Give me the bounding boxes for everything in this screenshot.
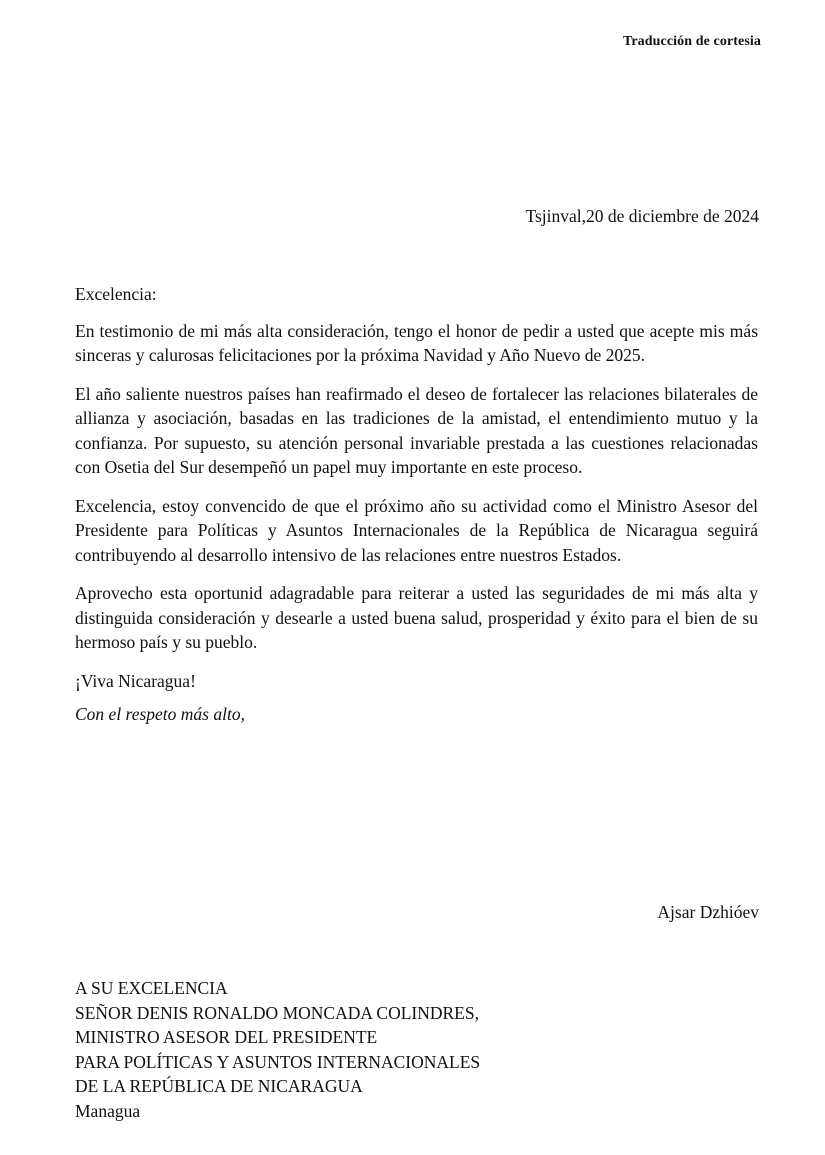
paragraph-wishes: Aprovecho esta oportunid adagradable para reiterar a usted las seguridades de mi más alta y distinguida consideración y desearle a usted buena salud, prosperidad y éxito para el bien de su hermoso país y su pueblo. (75, 583, 758, 652)
paragraph-greetings: En testimonio de mi más alta consideración, tengo el honor de pedir a usted que acepte mis más sinceras y calurosas felicitaciones por la próxima Navidad y Año Nuevo de 2025. (75, 320, 758, 365)
recipient-city: Managua (75, 1100, 141, 1121)
recipient-line: SEÑOR DENIS RONALDO MONCADA COLINDRES, (75, 1002, 479, 1023)
paragraph-next-year: Excelencia, estoy convencido de que el próximo año su actividad como el Ministro Asesor del Presidente para Políticas y Asuntos Internacionales de la República de Nicaragua seguirá contribuyendo al desarrollo intensivo de las relaciones entre nuestros Estados. (75, 495, 758, 565)
paragraph-relations: El año saliente nuestros países han reafirmado el deseo de fortalecer las relaciones bilaterales de allianza y asociación, basadas en las tradiciones de la amistad, el entendimiento mutuo y la confianza. Por supuesto, su atención personal invariable prestada a las cuestiones relacionadas con Osetia del Sur desempeñó un papel muy importante en este proceso. (75, 383, 758, 477)
recipient-line: A SU EXCELENCIA (75, 978, 228, 998)
recipient-line: DE LA REPÚBLICA DE NICARAGUA (75, 1076, 363, 1096)
salutation: Excelencia: (75, 284, 157, 304)
courtesy-translation-note: Traducción de cortesia (622, 34, 761, 49)
viva-nicaragua: ¡Viva Nicaragua! (75, 670, 196, 691)
recipient-line: PARA POLÍTICAS Y ASUNTOS INTERNACIONALES (75, 1051, 481, 1072)
recipient-address (75, 976, 480, 1123)
recipient-line: MINISTRO ASESOR DEL PRESIDENTE (75, 1027, 378, 1047)
place-and-date: Tsjinval,20 de diciembre de 2024 (525, 206, 759, 226)
letter-body (75, 282, 758, 727)
signature-name: Ajsar Dzhióev (657, 902, 759, 922)
closing-phrase: Con el respeto más alto, (75, 704, 245, 724)
